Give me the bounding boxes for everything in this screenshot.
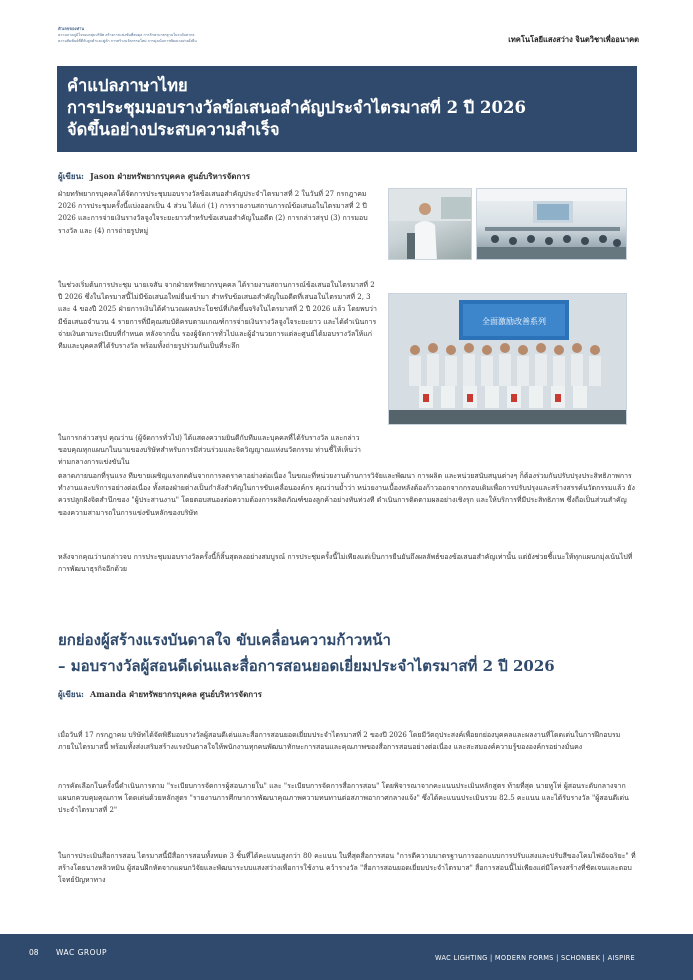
group-photo	[388, 293, 627, 425]
article1-paragraph: หลังจากคุณว่านกล่าวจบ การประชุมมอบรางวัลครั้งนี้ก็สิ้นสุดลงอย่างสมบูรณ์ การประชุมครั้งนี้ไม่เพียงแต่เป็นการยืนยันถึงผลลัพธ์ของข้อเสนอสำคัญเท่านั้น แต่ยังช่วยชี้แนะให้ทุกแผนกมุ่งเน้นไปที่การพัฒนาธุรกิจอีกด้วย	[58, 553, 633, 574]
article1-byline	[58, 170, 250, 183]
article2-title-line: – มอบรางวัลผู้สอนดีเด่นและสื่อการสอนยอดเยี่ยมประจำไตรมาสที่ 2 ปี 2026	[58, 657, 555, 675]
page-number: 08	[29, 948, 39, 957]
byline-author: Amanda ฝ่ายทรัพยากรบุคคล ศูนย์บริหารจัดการ	[90, 689, 262, 699]
article1-paragraph: ในการกล่าวสรุป คุณว่าน (ผู้จัดการทั่วไป) ได้แสดงความยินดีกับทีมและบุคคลที่ได้รับรางวัล และกล่าวขอบคุณทุกแผนกในนามของบริษัทสำหรับการมีส่วนร่วมและจิตวิญญาณแห่งนวัตกรรม ท่านชี้ให้เห็นว่า ท่ามกลางการแข่งขันใน	[58, 434, 361, 467]
speaker-photo	[388, 188, 472, 260]
footer-brands-list: WAC LIGHTING | MODERN FORMS | SCHONBEK | AISPIRE	[435, 954, 635, 962]
meeting-room-photo	[476, 188, 627, 260]
byline-label: ผู้เขียน:	[58, 689, 84, 699]
group-photo-icon	[389, 294, 627, 425]
header-tagline	[58, 26, 258, 44]
header-tagline-line: ความสัมพันธ์ที่ดีกับลูกค้าและคู่ค้า การสร้างนวัตกรรมใหม่ การมุ่งเน้นการพัฒนาอย่างยั่งยืน	[58, 39, 197, 43]
header-tagline-line: ความภาคภูมิใจของกลุ่มบริษัท สร้างการแข่งขันที่สมดุล การรักษามาตรฐานในระดับสากล	[58, 33, 195, 37]
byline-label: ผู้เขียน:	[58, 171, 84, 181]
article1-title-line: การประชุมมอบรางวัลข้อเสนอสำคัญประจำไตรมาสที่ 2 ปี 2026	[67, 98, 526, 117]
header-tagline-title: ตัวเลขของท่าน	[58, 26, 85, 31]
page-footer	[0, 934, 693, 980]
footer-brand: WAC GROUP	[56, 948, 108, 957]
article1-title-line: คำแปลภาษาไทย	[67, 76, 188, 95]
article2-byline	[58, 688, 262, 701]
article1-paragraph: ตลาดภายนอกที่รุนแรง ทีมขายเผชิญแรงกดดันจากการลดราคาอย่างต่อเนื่อง ในขณะที่หน่วยงานด้านการวิจัยและพัฒนา การผลิต และหน่วยสนับสนุนต่างๆ ก็ต้องร่วมกันปรับปรุงประสิทธิภาพการทำงานและบริการอย่างต่อเนื่อง ทั้งสองฝ่ายต่างเป็นกำลังสำคัญในการขับเคลื่อนองค์กร คุณว่านย้ำว่า หน่วยงานเบื้องหลังต้องก้าวออกจากกรอบเดิมเพื่อการปรับปรุงและสร้างสรรค์นวัตกรรมแล้ว ยังควรปลูกฝังจิตสำนึกของ "ผู้ประสานงาน" โดยตอบสนองต่อความต้องการผลิตภัณฑ์ของลูกค้าอย่างทันท่วงที ดำเนินการติดตามผลอย่างเชิงรุก และให้บริการที่มีประสิทธิภาพ ซึ่งถือเป็นส่วนสำคัญของความสามารถในการแข่งขันหลักของบริษัท	[58, 472, 635, 517]
byline-author: Jason ฝ่ายทรัพยากรบุคคล ศูนย์บริหารจัดการ	[90, 171, 251, 181]
article1-title-banner	[57, 66, 637, 152]
header-slogan: เทคโนโลยีแสงสว่าง จินตวิชาเพื่ออนาคต	[508, 35, 639, 44]
screen-text: 全面激励改善系列	[482, 317, 546, 326]
article2-paragraph: การคัดเลือกในครั้งนี้ดำเนินการตาม "ระเบียบการจัดการผู้สอนภายใน" และ "ระเบียบการจัดการสื่อการสอน" โดยพิจารณาจากคะแนนประเมินหลักสูตร ท้ายที่สุด นายหูโห่ ผู้สอนระดับกลางจากแผนกควบคุมคุณภาพ โดดเด่นด้วยหลักสูตร "รายงานการศึกษาการพัฒนาคุณภาพความทนทานต่อสภาพอากาศกลางแจ้ง" ซึ่งได้คะแนนประเมินรวม 82.5 คะแนน และได้รับรางวัล "ผู้สอนดีเด่นประจำไตรมาสที่ 2"	[58, 782, 629, 815]
article2-paragraph: เมื่อวันที่ 17 กรกฎาคม บริษัทได้จัดพิธีมอบรางวัลผู้สอนดีเด่นและสื่อการสอนยอดเยี่ยมประจำไตรมาสที่ 2 ของปี 2026 โดยมีวัตถุประสงค์เพื่อยกย่องบุคคลและผลงานที่โดดเด่นในการฝึกอบรมภายในไตรมาสนี้ พร้อมทั้งส่งเสริมสร้างแรงบันดาลใจให้พนักงานทุกคนพัฒนาทักษะการสอนและคุณภาพของสื่อการสอนอย่างต่อเนื่อง และสะสมองค์ความรู้ขององค์กรอย่างมั่นคง	[58, 731, 621, 752]
article2-paragraph: ในการประเมินสื่อการสอน ไตรมาสนี้มีสื่อการสอนทั้งหมด 3 ชิ้นที่ได้คะแนนสูงกว่า 80 คะแนน ในที่สุดสื่อการสอน "การตีความมาตรฐานการออกแบบการปรับแสงและปรับสีของโคมไฟอัจฉริยะ" ที่สร้างโดยนางหลิวหมิน ผู้สอนฝึกหัดจากแผนกวิจัยและพัฒนาระบบแสงสว่างเพื่อการใช้งาน คว้ารางวัล "สื่อการสอนยอดเยี่ยมประจำไตรมาส" สื่อการสอนนี้ไม่เพียงแต่มีโครงสร้างที่ชัดเจนและตอบโจทย์ปัญหาทาง	[58, 852, 636, 885]
meeting-room-photo-icon	[477, 189, 627, 260]
article1-title-line: จัดขึ้นอย่างประสบความสำเร็จ	[67, 120, 280, 139]
article2-title-line: ยกย่องผู้สร้างแรงบันดาลใจ ขับเคลื่อนความก้าวหน้า	[58, 631, 391, 649]
article1-paragraph: ในช่วงเริ่มต้นการประชุม นายเจสัน จากฝ่ายทรัพยากรบุคคล ได้รายงานสถานการณ์ข้อเสนอในไตรมาสที่ 2 ปี 2026 ซึ่งในไตรมาสนี้ไม่มีข้อเสนอใหม่ยื่นเข้ามา สำหรับข้อเสนอสำคัญในอดีตที่เสนอในไตรมาสที่ 2, 3 และ 4 ของปี 2025 ฝ่ายการเงินได้คำนวณผลประโยชน์ที่เกิดขึ้นจริงในไตรมาสที่ 2 ปี 2026 แล้ว โดยพบว่ามีข้อเสนอจำนวน 4 รายการที่มีคุณสมบัติครบตามเกณฑ์การจ่ายเงินรางวัลจูงใจระยะยาว และได้ดำเนินการจ่ายเงินตามระเบียบที่กำหนด หลังจากนั้น รองผู้จัดการทั่วไปและผู้อำนวยการแต่ละศูนย์ได้มอบรางวัลให้แก่ทีมและบุคคลที่ได้รับรางวัล พร้อมทั้งถ่ายรูปร่วมกันเป็นที่ระลึก	[58, 281, 377, 351]
article1-paragraph: ฝ่ายทรัพยากรบุคคลได้จัดการประชุมมอบรางวัลข้อเสนอสำคัญประจำไตรมาสที่ 2 ในวันที่ 27 กรกฎาคม 2026 การประชุมครั้งนี้แบ่งออกเป็น 4 ส่วน ได้แก่ (1) การรายงานสถานการณ์ข้อเสนอในไตรมาสที่ 2 ปี 2026 และการจ่ายเงินรางวัลจูงใจระยะยาวสำหรับข้อเสนอสำคัญในอดีต (2) การกล่าวสรุป (3) การมอบรางวัล และ (4) การถ่ายรูปหมู่	[58, 190, 368, 235]
speaker-photo-icon	[389, 189, 472, 260]
